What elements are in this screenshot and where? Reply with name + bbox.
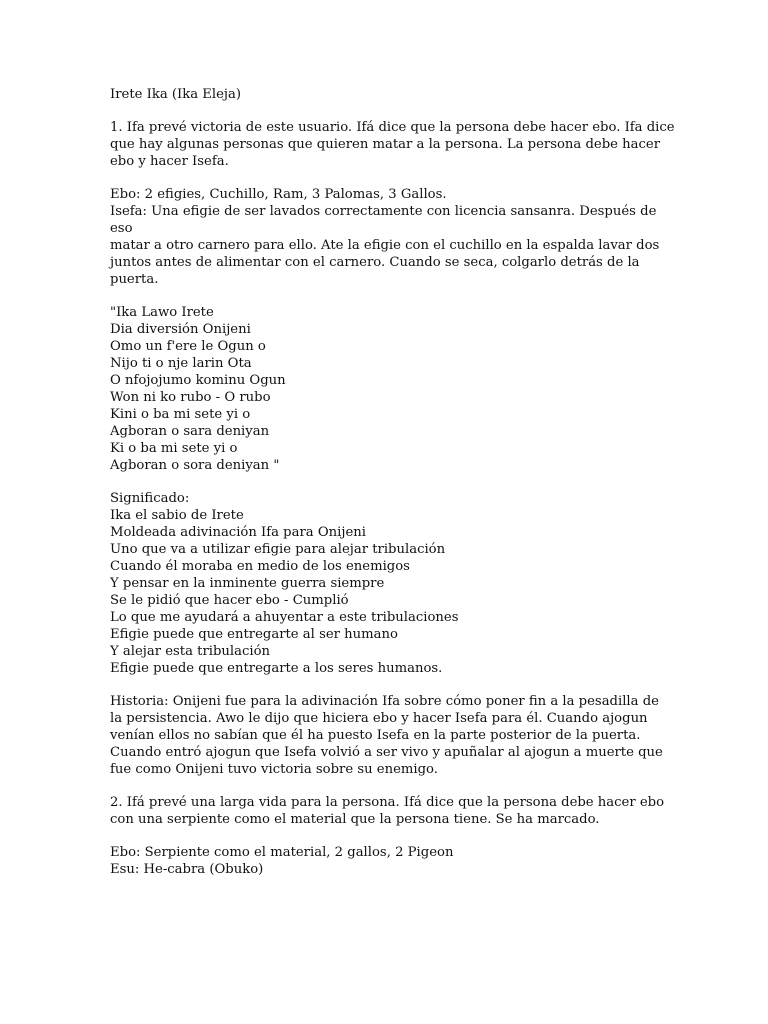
verse-line: Won ni ko rubo - O rubo: [110, 390, 271, 405]
ebo-2-paragraph: [110, 844, 658, 878]
historia-line: Historia: Onijeni fue para la adivinación Ifa sobre cómo poner fin a la pesadilla de: [110, 694, 659, 709]
historia-line: fue como Onijeni tuvo victoria sobre su enemigo.: [110, 762, 438, 777]
section-2-line: con una serpiente como el material que la persona tiene. Se ha marcado.: [110, 812, 600, 827]
ebo-1-line: eso: [110, 221, 133, 236]
paragraph-gap: [110, 474, 658, 490]
document-title: Irete Ika (Ika Eleja): [110, 87, 242, 102]
ebo-1-line: juntos antes de alimentar con el carnero. Cuando se seca, colgarlo detrás de la: [110, 255, 640, 270]
ebo-2-line: Esu: He-cabra (Obuko): [110, 862, 264, 877]
paragraph-gap: [110, 778, 658, 794]
verse-line: Kini o ba mi sete yi o: [110, 407, 251, 422]
historia-paragraph: [110, 693, 663, 778]
ebo-1-line: Ebo: 2 efigies, Cuchillo, Ram, 3 Palomas, 3 Gallos.: [110, 187, 447, 202]
ebo-1-paragraph: [110, 186, 658, 288]
historia-line: venían ellos no sabían que él ha puesto Isefa en la parte posterior de la puerta.: [110, 728, 641, 743]
ebo-1-line: matar a otro carnero para ello. Ate la efigie con el cuchillo en la espalda lavar dos: [110, 238, 660, 253]
section-1-paragraph: [110, 119, 675, 170]
historia-line: la persistencia. Awo le dijo que hiciera ebo y hacer Isefa para él. Cuando ajogun: [110, 711, 648, 726]
verse-line: O nfojojumo kominu Ogun: [110, 373, 286, 388]
significado-line: Se le pidió que hacer ebo - Cumplió: [110, 593, 349, 608]
paragraph-gap: [110, 170, 658, 186]
paragraph-gap: [110, 677, 658, 693]
verse-line: Agboran o sara deniyan: [110, 424, 270, 439]
verse-line: Nijo ti o nje larin Ota: [110, 356, 252, 371]
section-1-line: 1. Ifa prevé victoria de este usuario. Ifá dice que la persona debe hacer ebo. Ifa dice: [110, 120, 675, 135]
verse-block: [110, 304, 658, 474]
significado-line: Efigie puede que entregarte a los seres humanos.: [110, 661, 443, 676]
significado-line: Ika el sabio de Irete: [110, 508, 244, 523]
section-2-line: 2. Ifá prevé una larga vida para la persona. Ifá dice que la persona debe hacer ebo: [110, 795, 665, 810]
ebo-1-line: puerta.: [110, 272, 159, 287]
section-1-line: ebo y hacer Isefa.: [110, 154, 229, 169]
verse-line: Dia diversión Onijeni: [110, 322, 251, 337]
document-page: [110, 86, 675, 878]
significado-line: Cuando él moraba en medio de los enemigos: [110, 559, 410, 574]
paragraph-gap: [110, 288, 658, 304]
significado-line: Y pensar en la inminente guerra siempre: [110, 576, 385, 591]
significado-block: [110, 490, 658, 677]
significado-line: Significado:: [110, 491, 190, 506]
verse-line: "Ika Lawo Irete: [110, 305, 214, 320]
significado-line: Efigie puede que entregarte al ser humano: [110, 627, 398, 642]
ebo-1-line: Isefa: Una efigie de ser lavados correctamente con licencia sansanra. Después de: [110, 204, 657, 219]
verse-line: Agboran o sora deniyan ": [110, 458, 280, 473]
ebo-2-line: Ebo: Serpiente como el material, 2 gallos, 2 Pigeon: [110, 845, 454, 860]
verse-line: Ki o ba mi sete yi o: [110, 441, 238, 456]
verse-line: Omo un f'ere le Ogun o: [110, 339, 266, 354]
paragraph-gap: [110, 828, 658, 844]
paragraph-gap: [110, 103, 658, 119]
significado-line: Uno que va a utilizar efigie para alejar tribulación: [110, 542, 446, 557]
significado-line: Y alejar esta tribulación: [110, 644, 271, 659]
section-2-paragraph: [110, 794, 665, 828]
historia-line: Cuando entró ajogun que Isefa volvió a ser vivo y apuñalar al ajogun a muerte que: [110, 745, 663, 760]
significado-line: Lo que me ayudará a ahuyentar a este tribulaciones: [110, 610, 459, 625]
section-1-line: que hay algunas personas que quieren matar a la persona. La persona debe hacer: [110, 137, 661, 152]
significado-line: Moldeada adivinación Ifa para Onijeni: [110, 525, 366, 540]
